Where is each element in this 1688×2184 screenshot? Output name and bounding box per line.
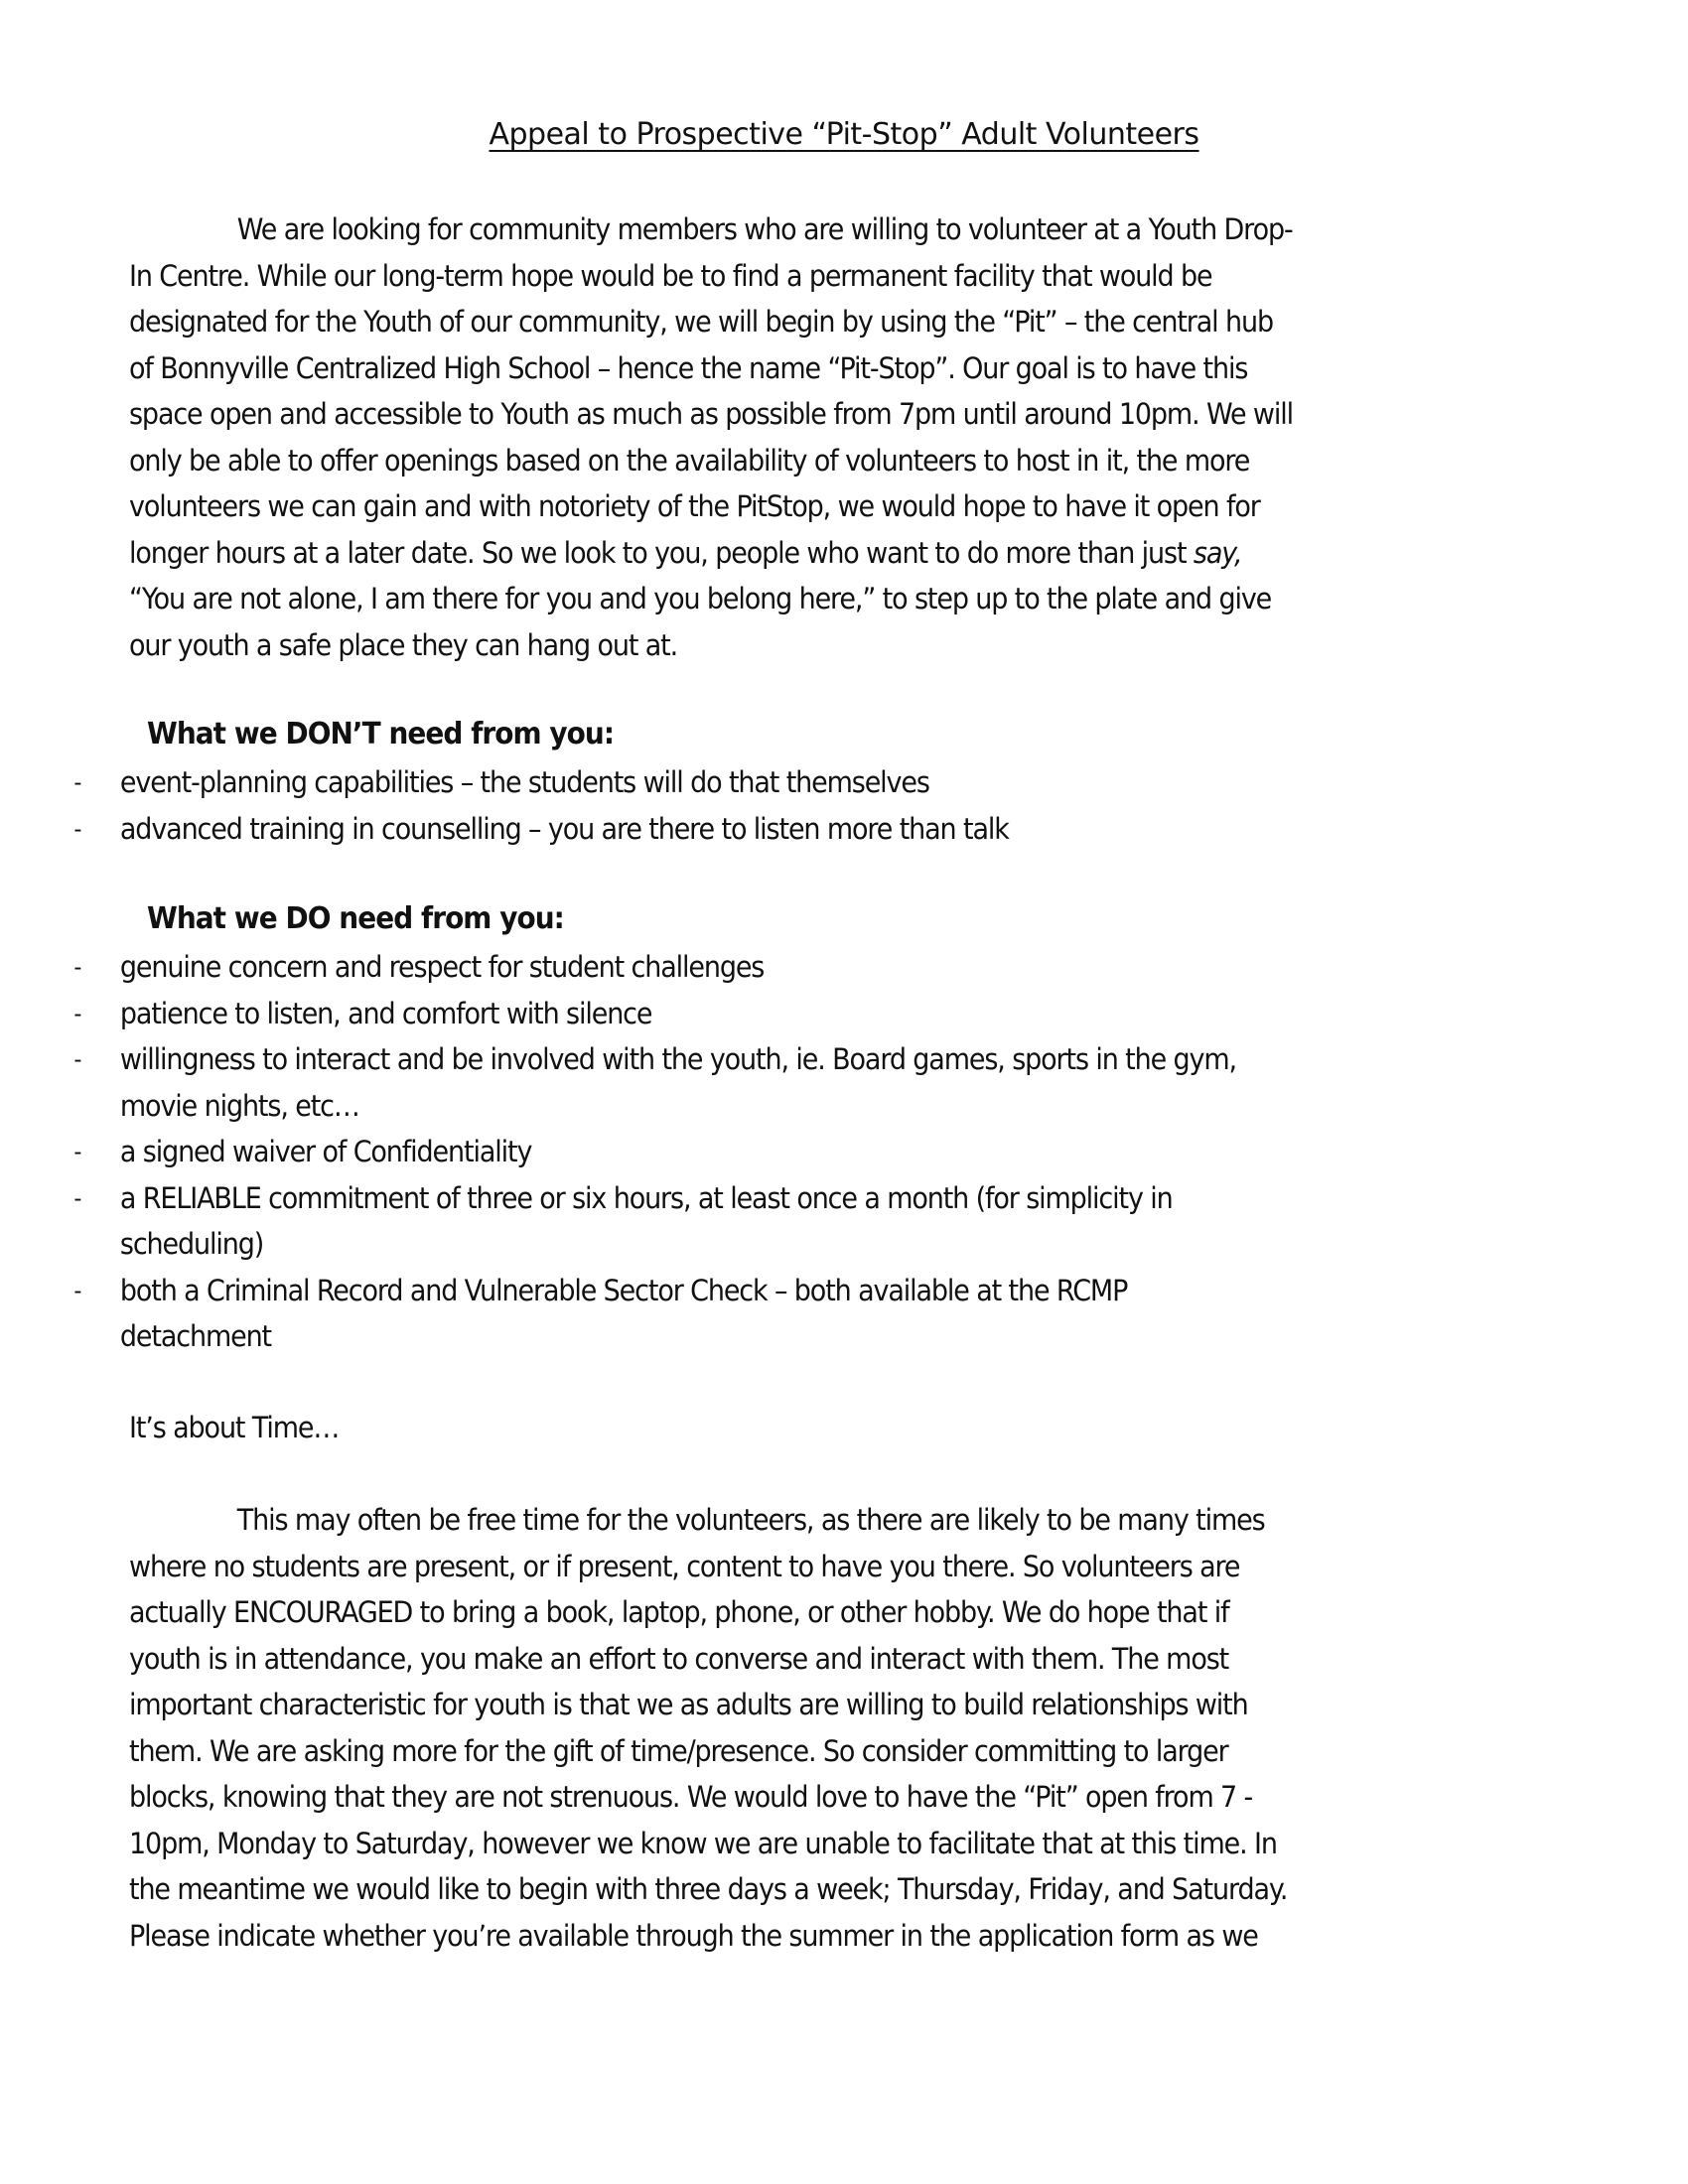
list-item-text: genuine concern and respect for student challenges — [119, 950, 765, 984]
list-item-text: advanced training in counselling – you are there to listen more than talk — [119, 811, 1009, 846]
time-line: blocks, knowing that they are not strenuous. We would love to have the “Pit” open from 7 - — [129, 1780, 1253, 1814]
list-item — [0, 1175, 1570, 1268]
intro-line-with-emphasis — [129, 530, 1514, 577]
intro-line: In Centre. While our long-term hope would be to find a permanent facility that would be — [129, 258, 1212, 293]
dash-bullet-icon: - — [73, 953, 81, 981]
intro-line: designated for the Youth of our community, we will begin by using the “Pit” – the central hub — [129, 305, 1273, 339]
dash-bullet-icon: - — [73, 814, 81, 843]
list-item-text: a RELIABLE commitment of three or six hours, at least once a month (for simplicity in — [119, 1180, 1173, 1215]
intro-line: longer hours at a later date. So we look to you, people who want to do more than just — [129, 535, 1194, 570]
time-line: them. We are asking more for the gift of time/presence. So consider committing to larger — [129, 1733, 1228, 1768]
dash-bullet-icon: - — [73, 768, 81, 796]
time-line: important characteristic for youth is that we as adults are willing to build relationships with — [129, 1688, 1248, 1721]
dont-need-heading: What we DON’T need from you: — [147, 717, 615, 751]
intro-line: space open and accessible to Youth as much as possible from 7pm until around 10pm. We will — [129, 397, 1293, 431]
dash-bullet-icon: - — [73, 1045, 81, 1073]
intro-line: volunteers we can gain and with notoriety of the PitStop, we would hope to have it open for — [129, 489, 1260, 523]
document-title: Appeal to Prospective “Pit-Stop” Adult Volunteers — [489, 117, 1199, 152]
dash-bullet-icon: - — [73, 1276, 81, 1304]
time-line: 10pm, Monday to Saturday, however we know we are unable to facilitate that at this time. In — [129, 1826, 1277, 1860]
list-item — [0, 1129, 1570, 1175]
intro-line: We are looking for community members who are willing to volunteer at a Youth Drop- — [236, 212, 1293, 246]
time-line: actually ENCOURAGED to bring a book, laptop, phone, or other hobby. We do hope that if — [129, 1595, 1229, 1629]
list-item-text: detachment — [119, 1319, 272, 1353]
intro-line: only be able to offer openings based on the availability of volunteers to host in it, the more — [129, 443, 1250, 478]
intro-line: “You are not alone, I am there for you and you belong here,” to step up to the plate and give — [129, 582, 1272, 615]
time-line: the meantime we would like to begin with three days a week; Thursday, Friday, and Saturday. — [129, 1872, 1288, 1906]
list-item — [0, 944, 1570, 991]
intro-line: our youth a safe place they can hang out at. — [129, 627, 678, 662]
list-item — [0, 1036, 1570, 1129]
list-item-text: a signed waiver of Confidentiality — [119, 1135, 532, 1168]
time-line: where no students are present, or if present, content to have you there. So volunteers are — [129, 1549, 1240, 1583]
dash-bullet-icon: - — [73, 1183, 81, 1212]
list-item-text: movie nights, etc… — [119, 1088, 359, 1123]
time-section-heading: It’s about Time… — [129, 1411, 340, 1444]
dash-bullet-icon: - — [73, 999, 81, 1027]
dont-need-list — [0, 759, 1570, 852]
list-item-text: event-planning capabilities – the students will do that themselves — [119, 765, 929, 799]
dash-bullet-icon: - — [73, 1138, 81, 1165]
time-line: This may often be free time for the volunteers, as there are likely to be many times — [236, 1503, 1265, 1537]
time-line: youth is in attendance, you make an effort to converse and interact with them. The most — [129, 1641, 1229, 1676]
do-need-list — [0, 944, 1570, 1360]
list-item-text: willingness to interact and be involved with the youth, ie. Board games, sports in the gym, — [119, 1042, 1236, 1076]
intro-paragraph — [129, 206, 1514, 668]
list-item — [0, 806, 1570, 853]
list-item-text: both a Criminal Record and Vulnerable Sector Check – both available at the RCMP — [119, 1273, 1128, 1307]
time-line: Please indicate whether you’re available through the summer in the application form as we — [129, 1918, 1258, 1953]
emphasis-word: say, — [1193, 535, 1242, 570]
list-item-text: patience to listen, and comfort with silence — [119, 996, 652, 1030]
do-need-heading: What we DO need from you: — [147, 901, 564, 936]
list-item — [0, 991, 1570, 1037]
list-item-text: scheduling) — [119, 1227, 264, 1261]
list-item — [0, 1268, 1570, 1360]
list-item — [0, 759, 1570, 806]
time-paragraph — [129, 1497, 1514, 1959]
intro-line: of Bonnyville Centralized High School – hence the name “Pit-Stop”. Our goal is to have this — [129, 350, 1248, 385]
time-section-heading-block — [129, 1405, 1514, 1451]
